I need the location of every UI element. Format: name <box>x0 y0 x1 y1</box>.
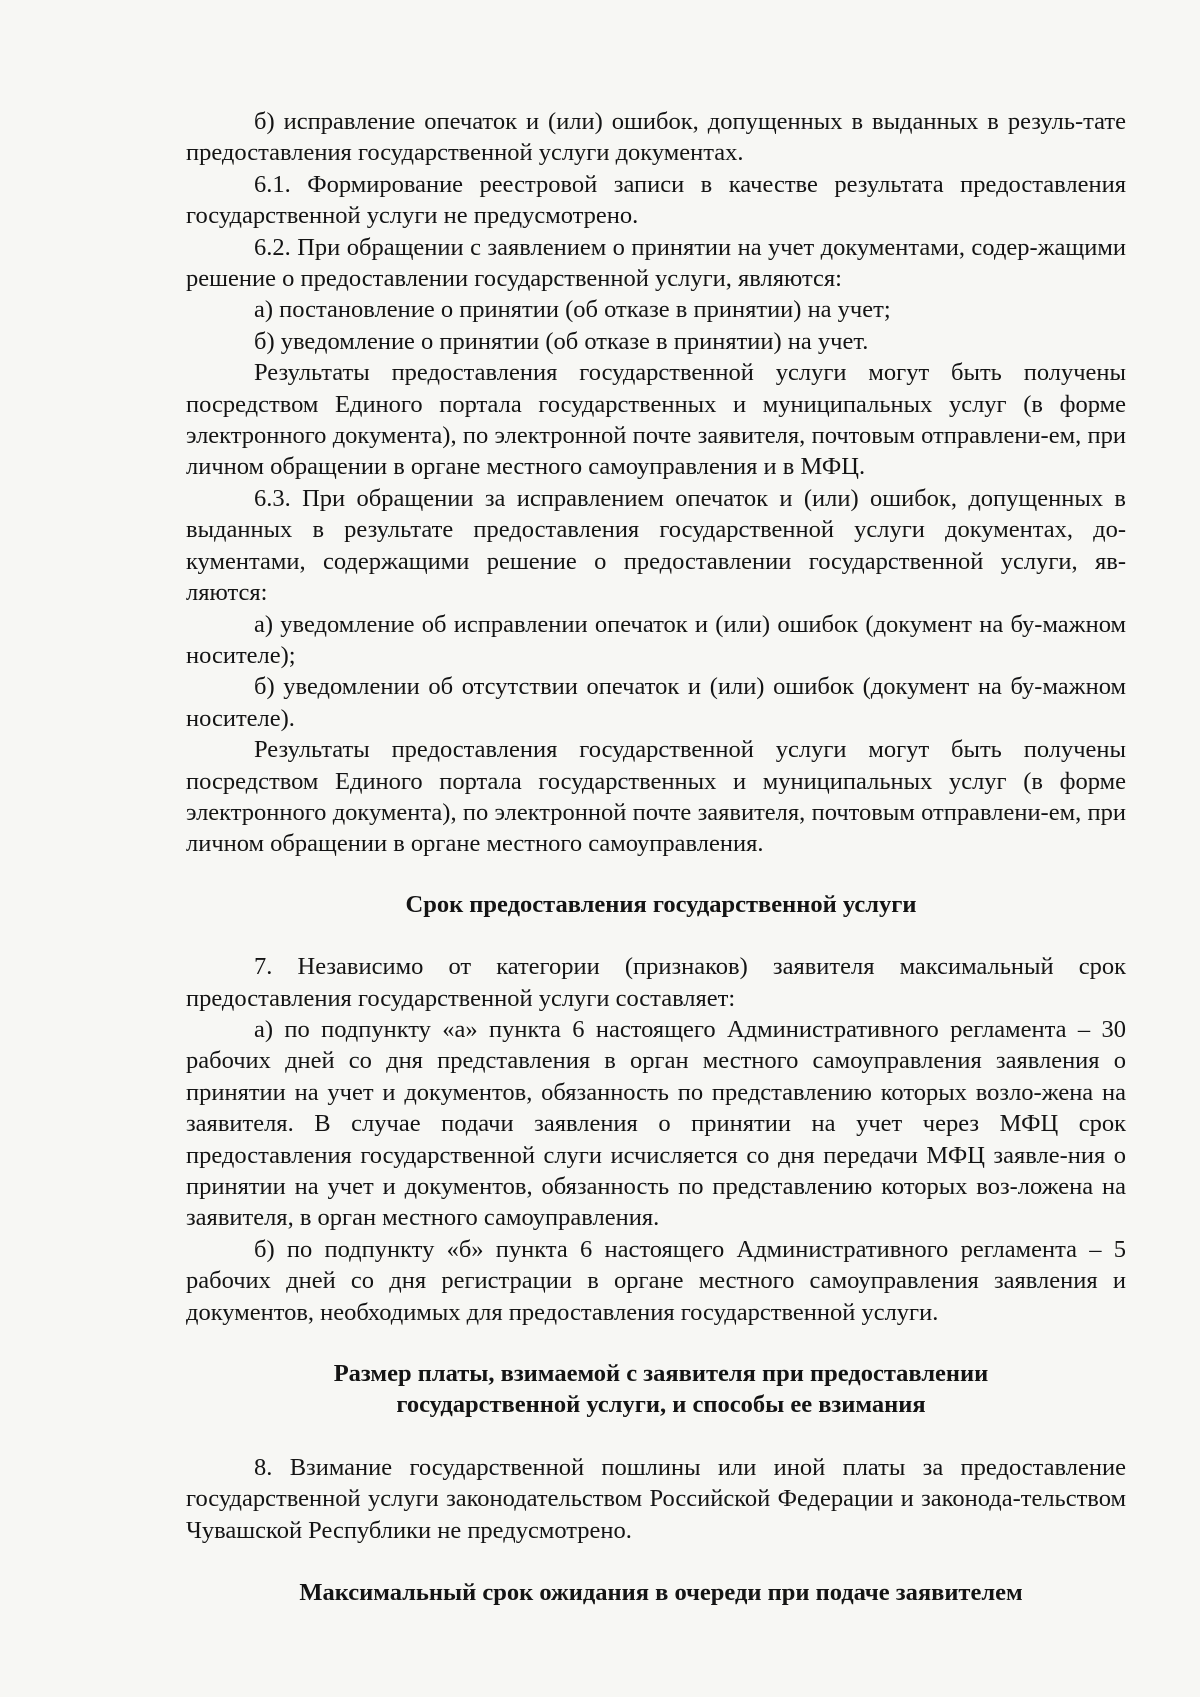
section-heading-term: Срок предоставления государственной услуги <box>405 890 917 918</box>
paragraph-results-1: Результаты предоставления государственной услуги могут быть получены посредством Единого портала государственных и муниципальных услуг (в форме электронного документа), по электронной почте заявителя, почтовым отправлени-ем, при личном обращении в органе местного самоуправления и в МФЦ. <box>186 359 1126 481</box>
section-heading-queue: Максимальный срок ожидания в очереди при подаче заявителем <box>299 1579 1023 1607</box>
section-heading-fee <box>186 1358 1126 1421</box>
paragraph-item-b-correction: б) исправление опечаток и (или) ошибок, допущенных в выданных в резуль-тате предоставления государственной услуги документах. <box>186 108 1126 167</box>
paragraph-6-2-b: б) уведомление о принятии (об отказе в принятии) на учет. <box>254 327 869 355</box>
paragraph-results-2: Результаты предоставления государственной услуги могут быть получены посредством Единого портала государственных и муниципальных услуг (в форме электронного документа), по электронной почте заявителя, почтовым отправлени-ем, при личном обращении в органе местного самоуправления. <box>186 736 1126 858</box>
paragraph-6-3-a: а) уведомление об исправлении опечаток и (или) ошибок (документ на бу-мажном носителе); <box>186 610 1126 669</box>
paragraph-6-2-a: а) постановление о принятии (об отказе в принятии) на учет; <box>254 296 891 324</box>
paragraph-6-3: 6.3. При обращении за исправлением опечаток и (или) ошибок, допущенных в выданных в результате предоставления государственной услуги документах, до-кументами, содержащими решение о предоставлении государственной услуги, яв-ляются: <box>186 484 1126 607</box>
paragraph-7: 7. Независимо от категории (признаков) заявителя максимальный срок предоставления государственной услуги составляет: <box>186 953 1126 1012</box>
paragraph-7-a: а) по подпункту «а» пункта 6 настоящего Административного регламента – 30 рабочих дней со дня представления в орган местного самоуправления заявления о принятии на учет и документов, обязанность по представлению которых возло-жена на заявителя. В случае подачи заявления о принятии на учет через МФЦ срок предоставления государственной слуги исчисляется со дня передачи МФЦ заявле-ния о принятии на учет и документов, обязанность по представлению которых воз-ложена на заявителя, в орган местного самоуправления. <box>186 1015 1126 1232</box>
paragraph-6-2: 6.2. При обращении с заявлением о принятии на учет документами, содер-жащими решение о предоставлении государственной услуги, являются: <box>186 233 1126 293</box>
paragraph-8: 8. Взимание государственной пошлины или иной платы за предоставление государственной услуги законодательством Российской Федерации и законода-тельством Чувашской Республики не предусмотрено. <box>186 1453 1126 1544</box>
section-heading-fee-line2: государственной услуги, и способы ее взимания <box>396 1391 926 1419</box>
section-heading-fee-line1: Размер платы, взимаемой с заявителя при предоставлении <box>333 1360 989 1388</box>
paragraph-7-b: б) по подпункту «б» пункта 6 настоящего Административного регламента – 5 рабочих дней со дня регистрации в органе местного самоуправления заявления и документов, необходимых для предоставления государственной услуги. <box>186 1235 1126 1326</box>
paragraph-6-3-b: б) уведомлении об отсутствии опечаток и (или) ошибок (документ на бу-мажном носителе). <box>186 673 1126 732</box>
paragraph-6-1: 6.1. Формирование реестровой записи в качестве результата предоставления государственной услуги не предусмотрено. <box>186 170 1126 230</box>
